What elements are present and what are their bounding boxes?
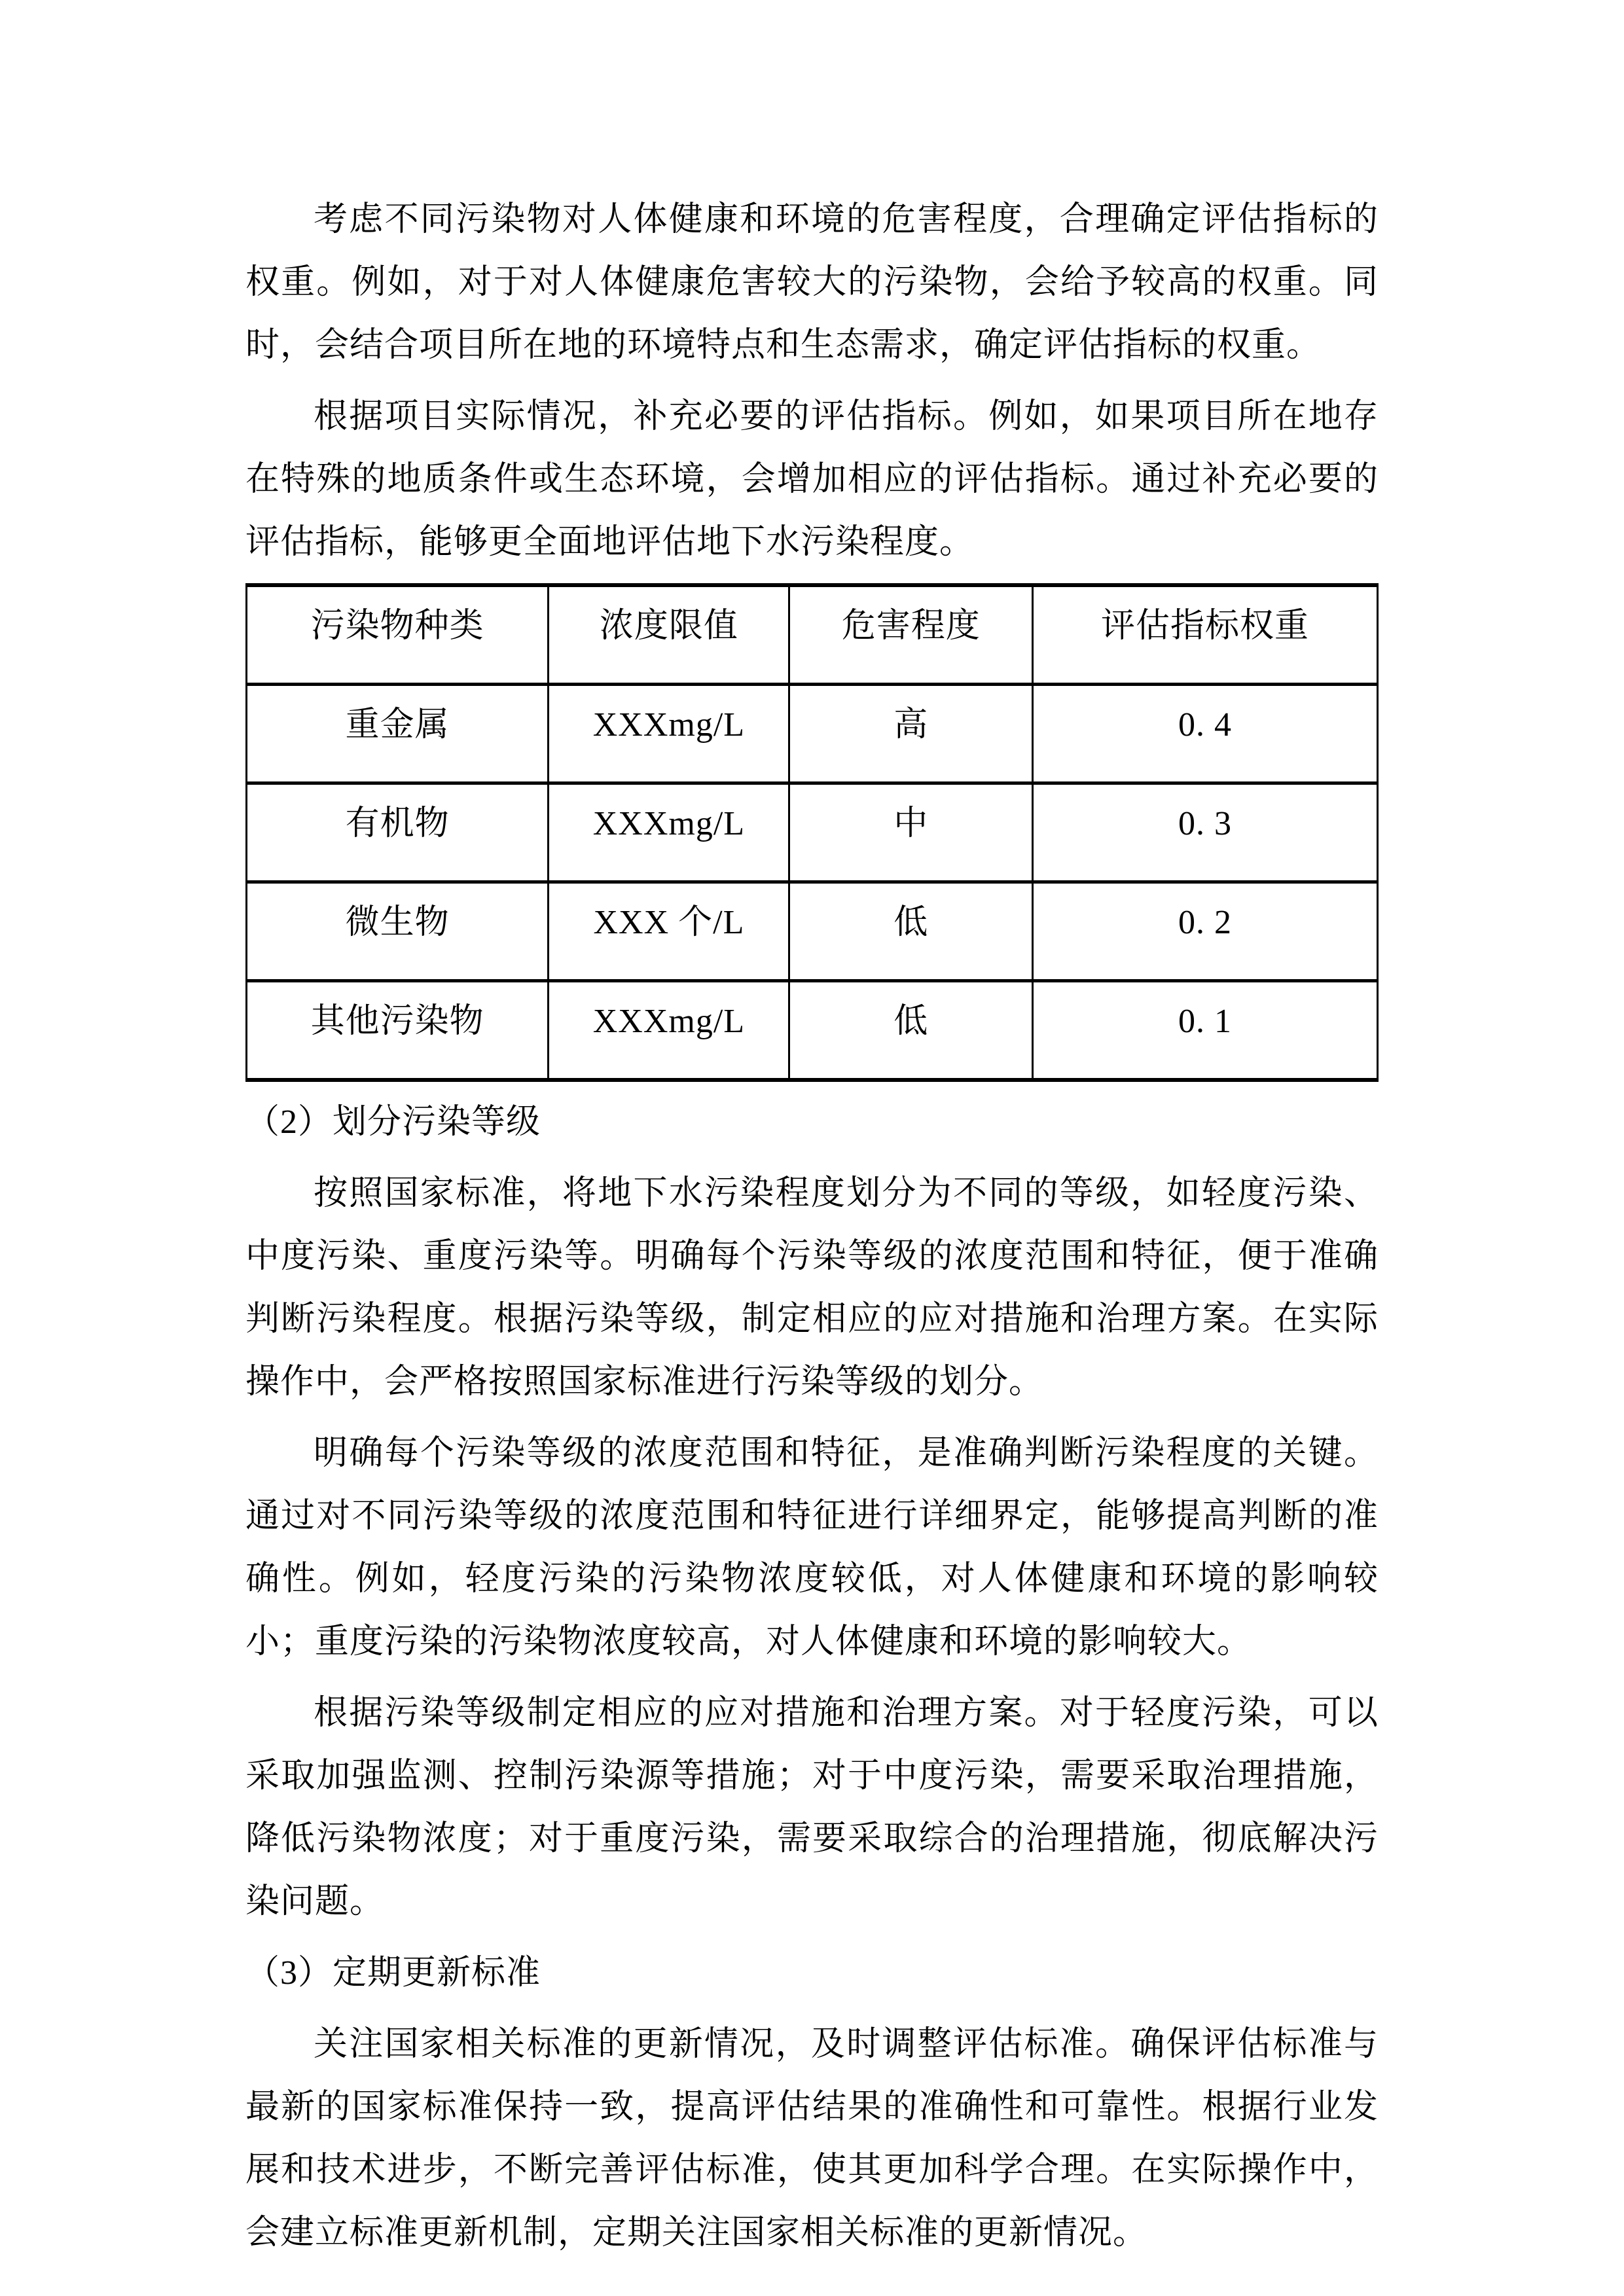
paragraph-measures-by-grade: 根据污染等级制定相应的应对措施和治理方案。对于轻度污染，可以采取加强监测、控制污染源等措施；对于中度污染，需要采取治理措施，降低污染物浓度；对于重度污染，需要采取综合的治理措施，彻底解决污染问题。 xyxy=(245,1695,1379,1920)
table-cell: 0. 1 xyxy=(1032,981,1377,1081)
table-cell: XXXmg/L xyxy=(549,981,789,1081)
table-cell: 中 xyxy=(789,783,1033,882)
table-header-cell-concentration-limit: 浓度限值 xyxy=(549,585,789,685)
pollutant-weight-table xyxy=(245,583,1379,1082)
paragraph-supplement-indicators: 根据项目实际情况，补充必要的评估指标。例如，如果项目所在地存在特殊的地质条件或生态环境，会增加相应的评估指标。通过补充必要的评估指标，能够更全面地评估地下水污染程度。 xyxy=(245,398,1379,561)
table-header-cell-hazard-level: 危害程度 xyxy=(789,585,1033,685)
table-cell: 微生物 xyxy=(247,882,549,981)
section-heading-3-standard-update: （3）定期更新标准 xyxy=(245,1954,541,1992)
table-cell: 低 xyxy=(789,882,1033,981)
paragraph-weight-determination: 考虑不同污染物对人体健康和环境的危害程度，合理确定评估指标的权重。例如，对于对人体健康危害较大的污染物，会给予较高的权重。同时，会结合项目所在地的环境特点和生态需求，确定评估指标的权重。 xyxy=(245,201,1379,364)
table-cell: XXXmg/L xyxy=(549,783,789,882)
table-cell: 0. 3 xyxy=(1032,783,1377,882)
paragraph-standard-update-mechanism: 关注国家相关标准的更新情况，及时调整评估标准。确保评估标准与最新的国家标准保持一致，提高评估结果的准确性和可靠性。根据行业发展和技术进步，不断完善评估标准，使其更加科学合理。在实际操作中，会建立标准更新机制，定期关注国家相关标准的更新情况。 xyxy=(245,2026,1379,2251)
paragraph-grade-range-definition: 明确每个污染等级的浓度范围和特征，是准确判断污染程度的关键。通过对不同污染等级的浓度范围和特征进行详细界定，能够提高判断的准确性。例如，轻度污染的污染物浓度较低，对人体健康和环境的影响较小；重度污染的污染物浓度较高，对人体健康和环境的影响较大。 xyxy=(245,1435,1379,1660)
table-row-organics xyxy=(247,783,1378,882)
table-cell: 其他污染物 xyxy=(247,981,549,1081)
table-header-row xyxy=(247,585,1378,685)
table-cell: 高 xyxy=(789,685,1033,783)
table-cell: 有机物 xyxy=(247,783,549,882)
paragraph-grading-by-national-standard: 按照国家标准，将地下水污染程度划分为不同的等级，如轻度污染、中度污染、重度污染等。明确每个污染等级的浓度范围和特征，便于准确判断污染程度。根据污染等级，制定相应的应对措施和治理方案。在实际操作中，会严格按照国家标准进行污染等级的划分。 xyxy=(245,1175,1379,1401)
table-cell: 低 xyxy=(789,981,1033,1081)
section-heading-2-pollution-grading: （2）划分污染等级 xyxy=(245,1103,541,1141)
table-cell: 重金属 xyxy=(247,685,549,783)
table-header-cell-pollutant-type: 污染物种类 xyxy=(247,585,549,685)
table-cell: 0. 2 xyxy=(1032,882,1377,981)
table-row-other-pollutants xyxy=(247,981,1378,1081)
table-row-heavy-metals xyxy=(247,685,1378,783)
table-cell: XXX 个/L xyxy=(549,882,789,981)
table-cell: 0. 4 xyxy=(1032,685,1377,783)
table-cell: XXXmg/L xyxy=(549,685,789,783)
table-row-microorganisms xyxy=(247,882,1378,981)
table-header-cell-indicator-weight: 评估指标权重 xyxy=(1032,585,1377,685)
